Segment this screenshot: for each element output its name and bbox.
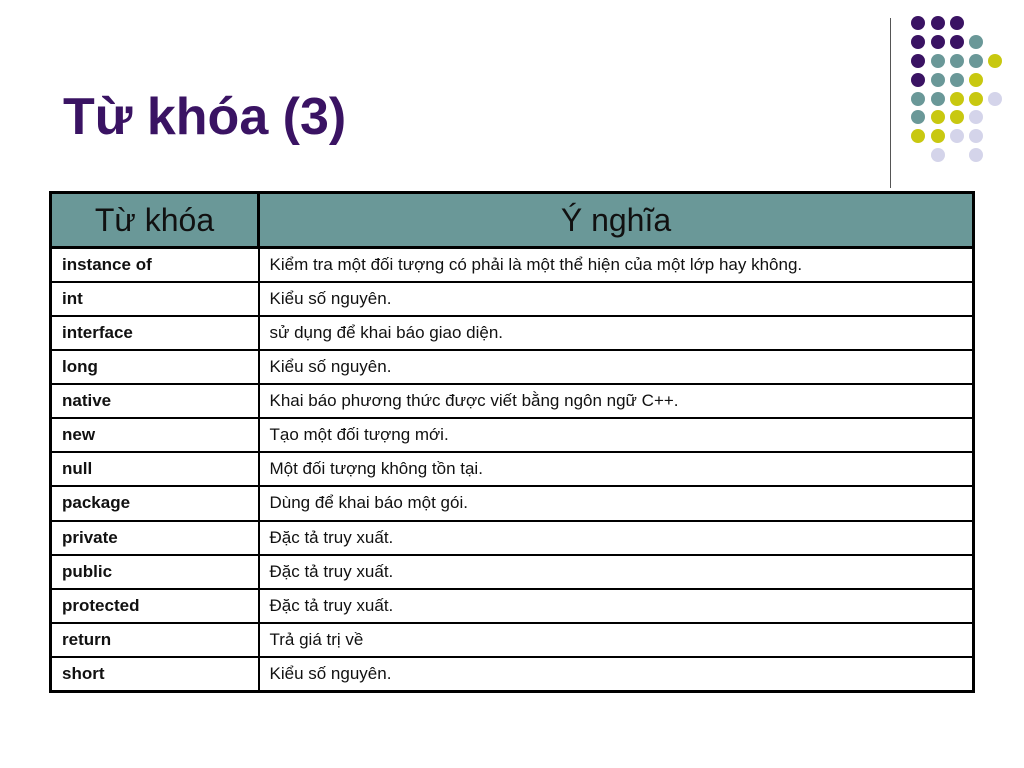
decorative-dot [988,92,1002,106]
meaning-cell: Đặc tả truy xuất. [259,589,974,623]
decorative-dot [969,110,983,124]
decorative-dot [931,92,945,106]
decorative-dot [950,73,964,87]
decorative-dot [969,129,983,143]
meaning-cell: Tạo một đối tượng mới. [259,418,974,452]
divider-line [890,18,891,188]
decorative-dot [931,73,945,87]
keyword-cell: native [51,384,259,418]
decorative-dot [911,54,925,68]
keyword-cell: private [51,521,259,555]
decorative-dot [950,54,964,68]
table-row [51,623,974,657]
table-row [51,521,974,555]
meaning-cell: Kiểm tra một đối tượng có phải là một thể hiện của một lớp hay không. [259,248,974,283]
table-row [51,589,974,623]
meaning-cell: Một đối tượng không tồn tại. [259,452,974,486]
header-meaning: Ý nghĩa [259,193,974,248]
decorative-dot [950,92,964,106]
decorative-dot [911,110,925,124]
meaning-cell: Đặc tả truy xuất. [259,521,974,555]
decorative-dot [988,54,1002,68]
meaning-cell: Kiểu số nguyên. [259,657,974,692]
decorative-dot [931,110,945,124]
keyword-cell: return [51,623,259,657]
decorative-dot [931,54,945,68]
keyword-cell: public [51,555,259,589]
table-row [51,350,974,384]
decorative-dot [911,73,925,87]
meaning-cell: Kiểu số nguyên. [259,282,974,316]
slide-title: Từ khóa (3) [63,88,347,146]
decorative-dot [950,35,964,49]
meaning-cell: Trả giá trị về [259,623,974,657]
meaning-cell: sử dụng để khai báo giao diện. [259,316,974,350]
keyword-cell: null [51,452,259,486]
keyword-cell: interface [51,316,259,350]
decorative-dot [911,16,925,30]
decorative-dot [969,54,983,68]
meaning-cell: Khai báo phương thức được viết bằng ngôn ngữ C++. [259,384,974,418]
table-row [51,657,974,692]
decorative-dot [931,129,945,143]
keyword-cell: instance of [51,248,259,283]
decorative-dot [950,110,964,124]
keyword-cell: short [51,657,259,692]
table-row [51,555,974,589]
decorative-dot [911,129,925,143]
keyword-cell: package [51,486,259,520]
keyword-cell: long [51,350,259,384]
table-row [51,316,974,350]
decorative-dot [969,73,983,87]
decorative-dot [911,92,925,106]
table-row [51,418,974,452]
keyword-table [49,191,975,693]
header-keyword: Từ khóa [51,193,259,248]
keyword-cell: protected [51,589,259,623]
decorative-dot [931,148,945,162]
meaning-cell: Dùng để khai báo một gói. [259,486,974,520]
meaning-cell: Đặc tả truy xuất. [259,555,974,589]
decorative-dot [950,16,964,30]
table-row [51,486,974,520]
decorative-dot [950,129,964,143]
table-row [51,248,974,283]
decorative-dot [931,35,945,49]
decorative-dot [969,148,983,162]
decorative-dot [969,92,983,106]
meaning-cell: Kiểu số nguyên. [259,350,974,384]
decorative-dot [969,35,983,49]
decorative-dot [911,35,925,49]
table-row [51,384,974,418]
decorative-dot-grid [0,0,1024,180]
table-row [51,452,974,486]
decorative-dot [931,16,945,30]
keyword-cell: new [51,418,259,452]
table-header-row [51,193,974,248]
table-row [51,282,974,316]
keyword-cell: int [51,282,259,316]
